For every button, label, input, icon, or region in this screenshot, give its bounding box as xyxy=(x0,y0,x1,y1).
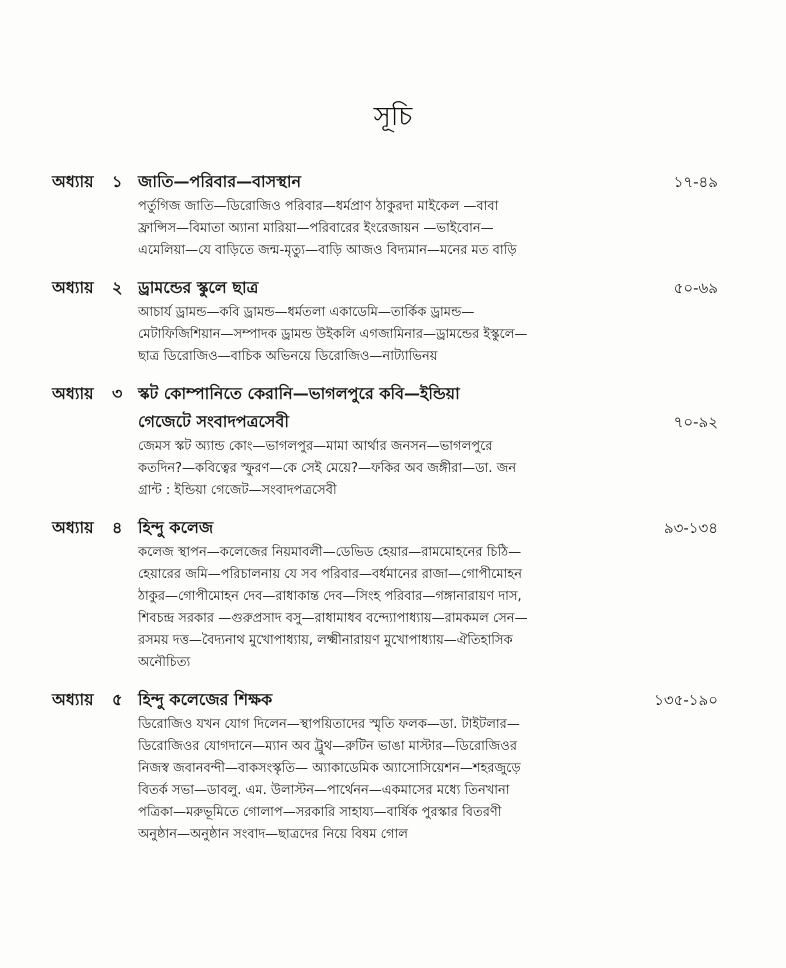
chapter-entry xyxy=(52,380,718,502)
chapter-heading xyxy=(52,686,718,714)
summary-line: ছাত্র ডিরোজিও—বাচিক অভিনয়ে ডিরোজিও—নাট্যাভিনয় xyxy=(138,349,438,364)
summary-line: বিতর্ক সভা—ডাবলু. এম. উলাস্টন—পার্থেনন—একমাসের মধ্যে তিনখানা xyxy=(138,783,510,798)
chapter-title-continued: গেজেটে সংবাদপত্রসেবী xyxy=(138,412,289,431)
chapter-heading xyxy=(52,514,718,542)
summary-line: কলেজ স্থাপন—কলেজের নিয়মাবলী—ডেভিড হেয়ার—রামমোহনের চিঠি— xyxy=(138,545,522,560)
summary-line: অনৌচিত্য xyxy=(138,655,191,670)
chapter-summary xyxy=(138,714,718,846)
chapter-heading xyxy=(52,168,718,196)
chapter-heading-continued xyxy=(52,408,718,436)
chapter-page-range: ১৭-৪৯ xyxy=(673,173,718,191)
page-title: সূচি xyxy=(373,102,413,132)
chapter-label: অধ্যায় xyxy=(52,518,94,537)
chapter-label: অধ্যায় xyxy=(52,172,94,191)
chapter-number: ৩ xyxy=(112,384,123,403)
chapter-entry xyxy=(52,274,718,368)
summary-line: পর্তুগিজ জাতি—ডিরোজিও পরিবার—ধর্মপ্রাণ ঠাকুরদা মাইকেল —বাবা xyxy=(138,199,499,214)
chapter-page-range: ৭০-৯২ xyxy=(673,413,718,431)
chapter-number: ৫ xyxy=(112,690,123,709)
chapter-page-range: ৯৩-১৩৪ xyxy=(663,519,718,537)
chapter-label: অধ্যায় xyxy=(52,384,94,403)
chapter-title: জাতি—পরিবার—বাসস্থান xyxy=(138,172,302,191)
chapter-number: ৪ xyxy=(112,518,123,537)
summary-line: জেমস স্কট অ্যান্ড কোং—ভাগলপুর—মামা আর্থার জনসন—ভাগলপুরে xyxy=(138,439,493,454)
chapter-page-range: ৫০-৬৯ xyxy=(673,279,718,297)
chapter-title: স্কট কোম্পানিতে কেরানি—ভাগলপুরে কবি—ইন্ডিয়া xyxy=(138,384,460,403)
chapter-entry xyxy=(52,168,718,262)
chapter-entry xyxy=(52,514,718,674)
summary-line: মেটাফিজিশিয়ান—সম্পাদক ড্রামন্ড উইকলি এগজামিনার—ড্রামন্ডের ইস্কুলে— xyxy=(138,327,528,342)
chapter-number: ১ xyxy=(112,172,123,191)
summary-line: শিবচন্দ্র সরকার —গুরুপ্রসাদ বসু—রাধামাধব বন্দ্যোপাধ্যায়—রামকমল সেন— xyxy=(138,611,528,626)
chapter-title: হিন্দু কলেজের শিক্ষক xyxy=(138,690,273,709)
summary-line: গ্রান্ট : ইন্ডিয়া গেজেট—সংবাদপত্রসেবী xyxy=(138,483,337,498)
chapter-number: ২ xyxy=(112,278,123,297)
chapter-label: অধ্যায় xyxy=(52,690,94,709)
summary-line: হেয়ারের জমি—পরিচালনায় যে সব পরিবার—বর্ধমানের রাজা—গোপীমোহন xyxy=(138,567,522,582)
chapter-summary xyxy=(138,436,718,502)
chapter-heading xyxy=(52,380,718,408)
chapter-page-range: ১৩৫-১৯০ xyxy=(654,691,718,709)
summary-line: আচার্য ড্রামন্ড—কবি ড্রামন্ড—ধর্মতলা একাডেমি—তার্কিক ড্রামন্ড— xyxy=(138,305,475,320)
summary-line: ডিরোজিওর যোগদানে—ম্যান অব ট্রুথ—রুটিন ভাঙা মাস্টার—ডিরোজিওর xyxy=(138,739,517,754)
chapter-entry xyxy=(52,686,718,846)
chapter-title: ড্রামন্ডের স্কুলে ছাত্র xyxy=(138,278,259,297)
summary-line: ফ্রান্সিস—বিমাতা অ্যানা মারিয়া—পরিবারের ইংরেজায়ন —ভাইবোন— xyxy=(138,221,494,236)
summary-line: ঠাকুর—গোপীমোহন দেব—রাধাকান্ত দেব—সিংহ পরিবার—গঙ্গানারায়ণ দাস, xyxy=(138,589,522,604)
chapter-summary xyxy=(138,542,718,674)
summary-line: কতদিন?—কবিত্বের স্ফুরণ—কে সেই মেয়ে?—ফকির অব জঙ্গীরা—ডা. জন xyxy=(138,461,517,476)
chapter-summary xyxy=(138,302,718,368)
chapter-heading xyxy=(52,274,718,302)
summary-line: রসময় দত্ত—বৈদ্যনাথ মুখোপাধ্যায়, লক্ষ্মীনারায়ণ মুখোপাধ্যায়—ঐতিহাসিক xyxy=(138,633,513,648)
chapter-label: অধ্যায় xyxy=(52,278,94,297)
summary-line: এমেলিয়া—যে বাড়িতে জন্ম-মৃত্যু—বাড়ি আজও বিদ্যমান—মনের মত বাড়ি xyxy=(138,243,517,258)
table-of-contents xyxy=(52,168,718,858)
chapter-title: হিন্দু কলেজ xyxy=(138,518,214,537)
summary-line: ডিরোজিও যখন যোগ দিলেন—স্থাপয়িতাদের স্মৃতি ফলক—ডা. টাইটলার— xyxy=(138,717,520,732)
chapter-summary xyxy=(138,196,718,262)
summary-line: পত্রিকা—মরুভূমিতে গোলাপ—সরকারি সাহায্য—বার্ষিক পুরস্কার বিতরণী xyxy=(138,805,502,820)
summary-line: অনুষ্ঠান—অনুষ্ঠান সংবাদ—ছাত্রদের নিয়ে বিষম গোল xyxy=(138,827,408,842)
summary-line: নিজস্ব জবানবন্দী—বাকসংস্কৃতি— অ্যাকাডেমিক অ্যাসোসিয়েশন—শহরজুড়ে xyxy=(138,761,521,776)
